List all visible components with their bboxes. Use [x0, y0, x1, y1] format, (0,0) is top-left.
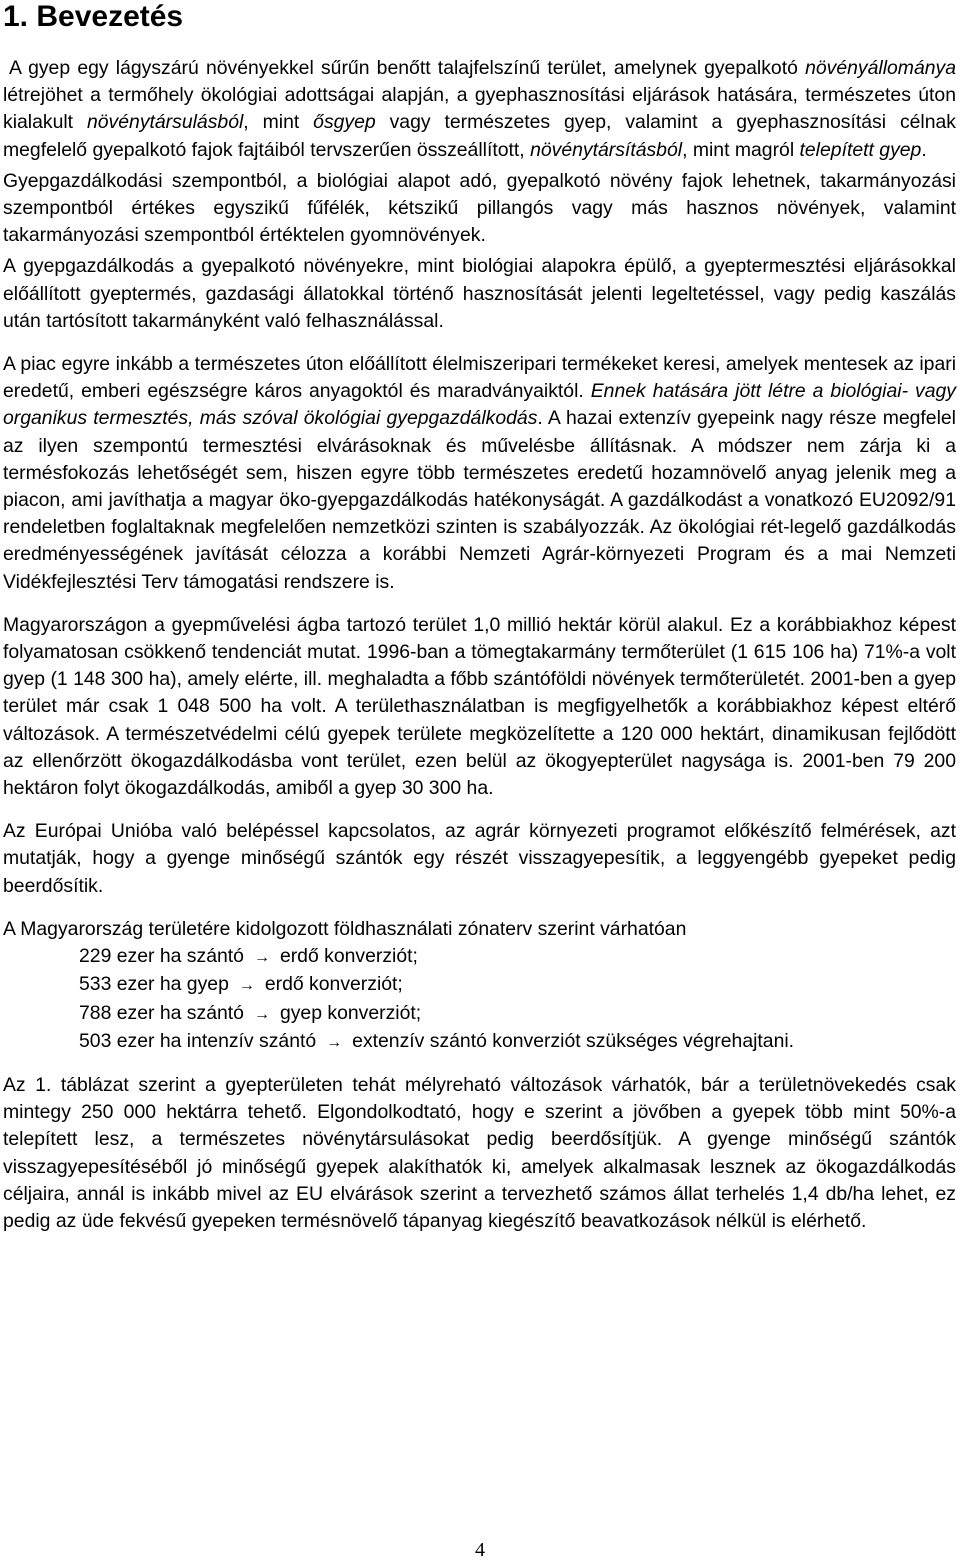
- conversion-from: 788 ezer ha szántó: [79, 1001, 244, 1024]
- paragraph-zoning-intro: A Magyarország területére kidolgozott földhasználati zónaterv szerint várhatóan: [3, 917, 687, 940]
- chapter-heading: 1. Bevezetés: [3, 0, 184, 33]
- paragraph-species: Gyepgazdálkodási szempontból, a biológiai alapot adó, gyepalkotó növény fajok lehetnek, takarmányozási szempontból értékes egyszikű fűfélék, kétszikű pillangós vagy más hasznos növények, valamint takarmányozási szempontból értéktelen gyomnövények.: [3, 169, 956, 247]
- italic-term: telepített gyep: [799, 138, 922, 161]
- conversion-item: [79, 1028, 956, 1056]
- text-run: létrejöhet a termőhely ökológiai adottságai alapján, a gyephasznosítási eljárások hatására, természetes úton kialakult: [3, 84, 956, 134]
- paragraph-eu-accession: Az Európai Unióba való belépéssel kapcsolatos, az agrár környezeti programot előkészítő felmérések, azt mutatják, hogy a gyenge minőségű szántók egy részét visszagyepesítik, a leggyengébb gyepeket pedig beerdősítik.: [3, 820, 956, 897]
- paragraph-organic-market: [3, 351, 956, 596]
- conversion-from: 503 ezer ha intenzív szántó: [79, 1029, 317, 1052]
- document-page: [3, 0, 956, 1251]
- arrow-right-icon: →: [253, 949, 270, 967]
- paragraph-table-discussion: Az 1. táblázat szerint a gyepterületen tehát mélyreható változások várhatók, bár a területnövekedés csak mintegy 250 000 hektárra tehető. Elgondolkodtató, hogy e szerint a jövőben a gyepek több mint 50%-a telepített lesz, a természetes növénytársulásokat pedig beerdősítjük. A gyenge minőségű szántók visszagyepesítéséből jó minőségű gyepek alakíthatók ki, amelyek alkalmasak lesznek az ökogazdálkodás céljaira, annál is inkább mivel az EU elvárások szerint a tervezhető számos állat terhelés 1,4 db/ha lehet, ez pedig az üde fekvésű gyepeken termésnövelő tápanyag kiegészítő beavatkozások nélkül is elérhető.: [3, 1073, 956, 1232]
- conversion-to: gyep konverziót;: [279, 1001, 422, 1024]
- page-number: 4: [475, 1539, 485, 1561]
- italic-term: Ennek hatására jött létre a biológiai- vagy organikus termesztés, más szóval ökológiai gyepgazdálkodás: [3, 380, 956, 430]
- italic-term: ősgyep: [313, 111, 376, 134]
- conversion-list: [79, 943, 956, 1056]
- italic-term: növénytársulásból: [86, 111, 244, 134]
- italic-term: növénytársításból: [530, 138, 683, 161]
- conversion-from: 533 ezer ha gyep: [79, 973, 229, 996]
- paragraph-grassland-management: A gyepgazdálkodás a gyepalkotó növényekre, mint biológiai alapokra épülő, a gyeptermesztési eljárásokkal előállított gyeptermés, gazdasági állatokkal történő hasznosítását jelenti legeltetéssel, vagy pedig kaszálás után tartósított takarmányként való felhasználással.: [3, 255, 956, 332]
- text-run: .: [921, 138, 927, 161]
- conversion-item: [79, 1000, 956, 1028]
- paragraph-definition: [3, 55, 956, 164]
- conversion-item: [79, 971, 956, 999]
- conversion-item: [79, 943, 956, 971]
- text-run: A piac egyre inkább a természetes úton előállított élelmiszeripari termékeket keresi, amelyek mentesek az ipari eredetű, emberi egészségre káros anyagoktól és maradványaiktól.: [3, 353, 956, 403]
- text-run: vagy természetes gyep, valamint a gyephasznosítási célnak megfelelő gyepalkotó fajok fajtáiból tervszerűen összeállított,: [3, 111, 956, 161]
- conversion-from: 229 ezer ha szántó: [79, 945, 244, 968]
- text-run: . A hazai extenzív gyepeink nagy része megfelel az ilyen szempontú termesztési elvárásoknak és művelésbe állításnak. A módszer nem zárja ki a termésfokozás lehetőségét sem, hiszen egyre több természetes eredetű hozamnövelő anyag jelenik meg a piacon, ami javíthatja a magyar öko-gyepgazdálkodás hatékonyságát. A gazdálkodást a vonatkozó EU2092/91 rendeletben foglaltaknak megfelelően nemzetközi szinten is szabályozzák. Az ökológiai rét-legelő gazdálkodás eredményességének javítását célozza a korábbi Nemzeti Agrár-környezeti Program és a mai Nemzeti Vidékfejlesztési Terv támogatási rendszere is.: [3, 407, 956, 593]
- text-run: , mint: [243, 111, 314, 134]
- text-run: , mint magról: [682, 138, 800, 161]
- arrow-right-icon: →: [238, 977, 255, 995]
- arrow-right-icon: →: [253, 1005, 270, 1023]
- arrow-right-icon: →: [326, 1033, 343, 1051]
- paragraph-hungary-statistics: Magyarországon a gyepművelési ágba tartozó terület 1,0 millió hektár körül alakul. Ez a korábbiakhoz képest folyamatosan csökkenő tendenciát mutat. 1996-ban a tömegtakarmány termőterület (1 615 106 ha) 71%-a volt gyep (1 148 300 ha), amely elérte, ill. meghaladta a főbb szántóföldi növények termőterületét. 2001-ben a gyep terület már csak 1 048 500 ha volt. A területhasználatban is megfigyelhetők a korábbiakhoz képest eltérő változások. A természetvédelmi célú gyepek területe megközelítette a 120 000 hektárt, dinamikusan fejlődött az ellenőrzött ökogazdálkodásba vont terület, ezen belül az ökogyepterület nagysága is. 2001-ben 79 200 hektáron folyt ökogazdálkodás, amiből a gyep 30 300 ha.: [3, 613, 956, 800]
- text-run: A gyep egy lágyszárú növényekkel sűrűn benőtt talajfelszínű terület, amelynek gyepalkotó: [9, 57, 806, 79]
- conversion-to: erdő konverziót;: [279, 945, 418, 968]
- conversion-to: extenzív szántó konverziót szükséges végrehajtani.: [352, 1029, 795, 1052]
- italic-term: növényállománya: [805, 57, 956, 79]
- conversion-to: erdő konverziót;: [264, 973, 403, 996]
